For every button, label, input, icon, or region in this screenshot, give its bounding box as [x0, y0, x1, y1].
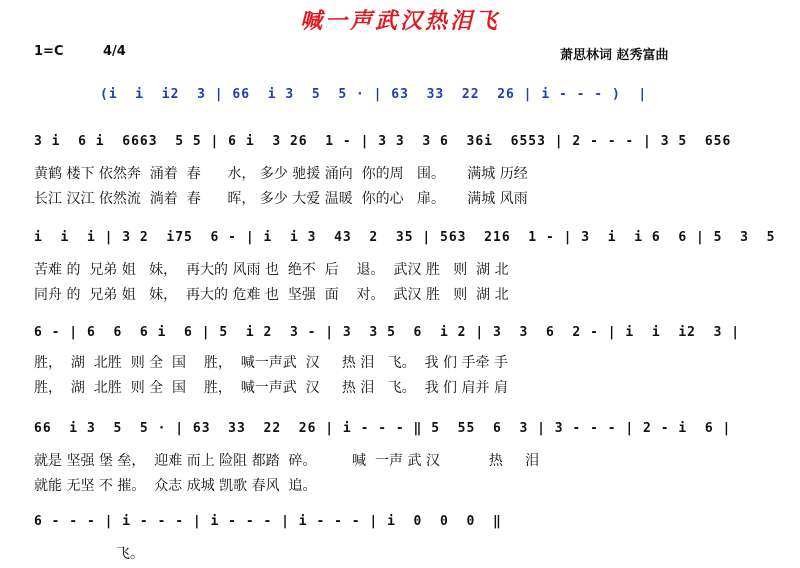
notation-line-5: 6 - - - | i - - - | i - - - | i - - - | i 0 0 0 ‖ [34, 514, 502, 529]
lyric-line-4-verse-1: 就是 坚强 堡 垒， 迎难 而上 险阻 都踏 碎。 喊 一声 武 汉 热 泪 [34, 453, 540, 469]
time-signature: 4/4 [103, 44, 126, 59]
notation-line-2: i i i | 3 2 i75 6 - | i i 3 43 2 35 | 563 216 1 - | 3 i i 6 6 | 5 3 5 [34, 230, 776, 245]
lyric-line-1-verse-2: 长江 汉江 依然流 淌着 春 晖， 多少 大爱 温暖 你的心 扉。 满城 风雨 [34, 191, 528, 207]
lyric-line-2-verse-1: 苦难 的 兄弟 姐 妹， 再大的 风雨 也 绝不 后 退。 武汉 胜 则 湖 北 [34, 262, 509, 278]
lyric-line-2-verse-2: 同舟 的 兄弟 姐 妹， 再大的 危难 也 坚强 面 对。 武汉 胜 则 湖 北 [34, 287, 509, 303]
lyric-line-1-verse-1: 黄鹤 楼下 依然奔 涌着 春 水， 多少 驰援 涌向 你的周 围。 满城 历经 [34, 166, 528, 182]
final-lyric: 飞。 [116, 546, 144, 562]
lyric-line-3-verse-2: 胜， 湖 北胜 则 全 国 胜， 喊一声武 汉 热 泪 飞。 我 们 肩并 肩 [34, 380, 508, 396]
lyric-line-3-verse-1: 胜， 湖 北胜 则 全 国 胜， 喊一声武 汉 热 泪 飞。 我 们 手牵 手 [34, 355, 508, 371]
notation-line-4: 66 i 3 5 5 · | 63 33 22 26 | i - - - ‖ 5 55 6 3 | 3 - - - | 2 - i 6 | [34, 421, 732, 436]
notation-line-1: 3 i 6 i 6663 5 5 | 6 i 3 26 1 - | 3 3 3 6 36i 6553 | 2 - - - | 3 5 656 [34, 134, 732, 149]
song-title: 喊一声武汉热泪飞 [299, 8, 500, 34]
credits: 萧思林词 赵秀富曲 [560, 48, 669, 63]
key-signature: 1=C [34, 44, 64, 59]
notation-line-3: 6 - | 6 6 6 i 6 | 5 i 2 3 - | 3 3 5 6 i 2 | 3 3 6 2 - | i i i2 3 | [34, 325, 741, 340]
prelude-notation: (i i i2 3 | 66 i 3 5 5 · | 63 33 22 26 | i - - - ) | [100, 87, 648, 102]
lyric-line-4-verse-2: 就能 无坚 不 摧。 众志 成城 凯歌 春风 追。 [34, 478, 317, 494]
